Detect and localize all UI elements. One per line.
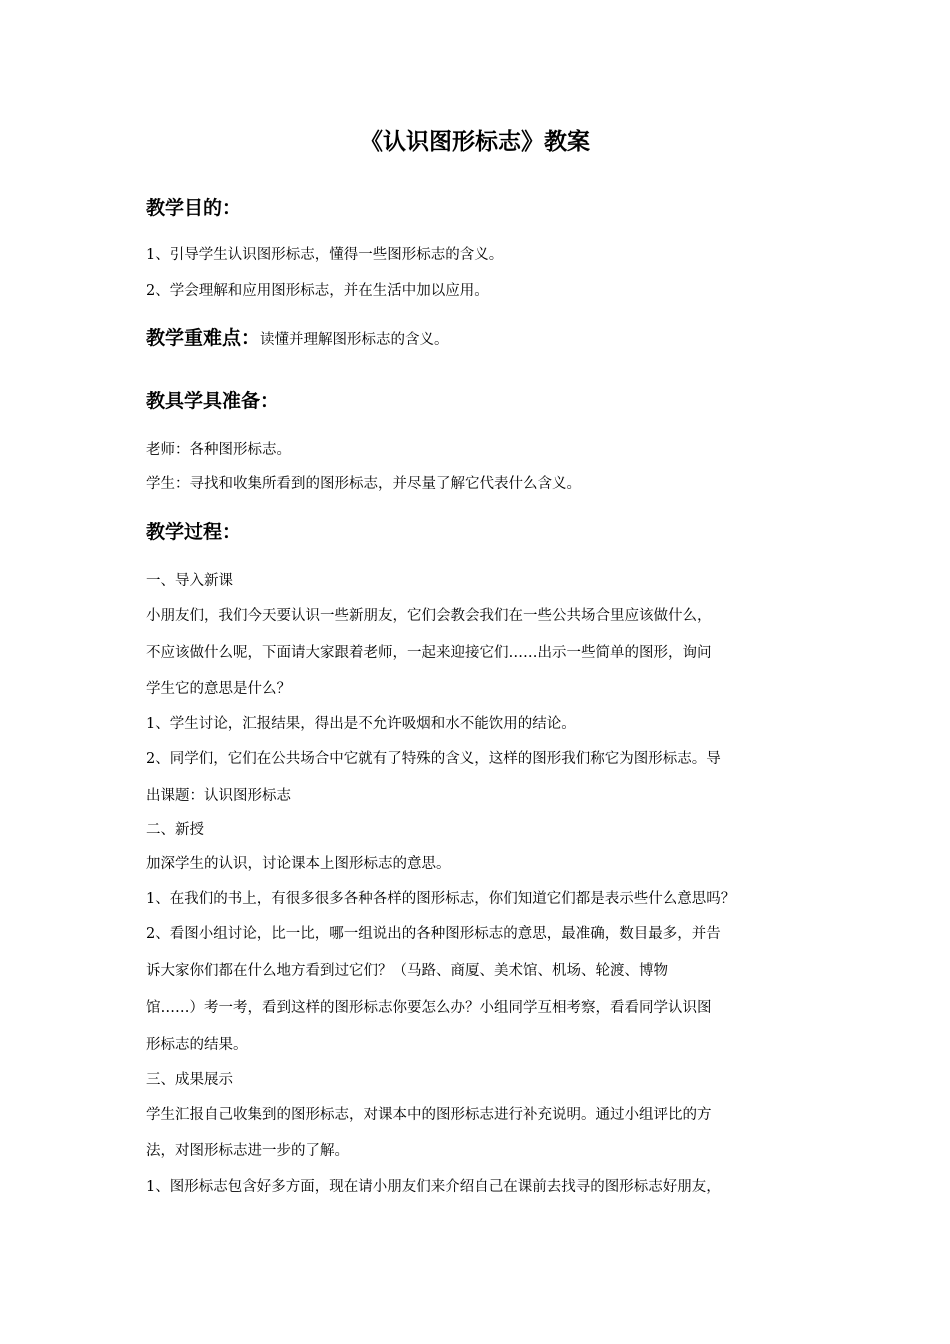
document-title: 《认识图形标志》教案 <box>360 129 590 155</box>
key-points-text: 读懂并理解图形标志的含义。 <box>260 332 449 348</box>
process-line: 1、图形标志包含好多方面，现在请小朋友们来介绍自己在课前去找寻的图形标志好朋友， <box>146 1179 721 1195</box>
process-heading: 教学过程： <box>146 521 242 543</box>
process-line: 法，对图形标志进一步的了解。 <box>146 1143 349 1159</box>
process-line: 出课题：认识图形标志 <box>146 788 291 804</box>
process-line: 三、成果展示 <box>146 1072 233 1088</box>
process-line: 学生汇报自己收集到的图形标志，对课本中的图形标志进行补充说明。通过小组评比的方 <box>146 1107 712 1123</box>
process-line: 学生它的意思是什么？ <box>146 681 291 697</box>
materials-heading: 教具学具准备： <box>146 390 280 412</box>
process-line: 小朋友们，我们今天要认识一些新朋友，它们会教会我们在一些公共场合里应该做什么， <box>146 608 712 624</box>
objectives-heading: 教学目的： <box>146 197 242 219</box>
process-line: 形标志的结果。 <box>146 1037 248 1053</box>
process-line: 1、在我们的书上，有很多很多各种各样的图形标志，你们知道它们都是表示些什么意思吗？ <box>146 891 736 907</box>
process-line: 2、看图小组讨论，比一比，哪一组说出的各种图形标志的意思，最准确，数目最多，并告 <box>146 926 721 942</box>
objective-item: 2、学会理解和应用图形标志，并在生活中加以应用。 <box>146 283 489 299</box>
objective-item: 1、引导学生认识图形标志，懂得一些图形标志的含义。 <box>146 247 504 263</box>
materials-item: 老师：各种图形标志。 <box>146 442 291 458</box>
key-points-heading <box>146 323 449 355</box>
key-points-heading-label: 教学重难点： <box>146 327 261 349</box>
process-line: 一、导入新课 <box>146 573 233 589</box>
process-line: 1、学生讨论，汇报结果，得出是不允许吸烟和水不能饮用的结论。 <box>146 716 576 732</box>
materials-item: 学生：寻找和收集所看到的图形标志，并尽量了解它代表什么含义。 <box>146 476 581 492</box>
process-line: 诉大家你们都在什么地方看到过它们？（马路、商厦、美术馆、机场、轮渡、博物 <box>146 963 668 979</box>
process-line: 加深学生的认识，讨论课本上图形标志的意思。 <box>146 856 451 872</box>
process-line: 2、同学们，它们在公共场合中它就有了特殊的含义，这样的图形我们称它为图形标志。导 <box>146 751 721 767</box>
process-line: 馆……）考一考，看到这样的图形标志你要怎么办？小组同学互相考察，看看同学认识图 <box>146 1000 712 1016</box>
process-line: 不应该做什么呢，下面请大家跟着老师，一起来迎接它们……出示一些简单的图形，询问 <box>146 645 712 661</box>
process-line: 二、新授 <box>146 822 204 838</box>
